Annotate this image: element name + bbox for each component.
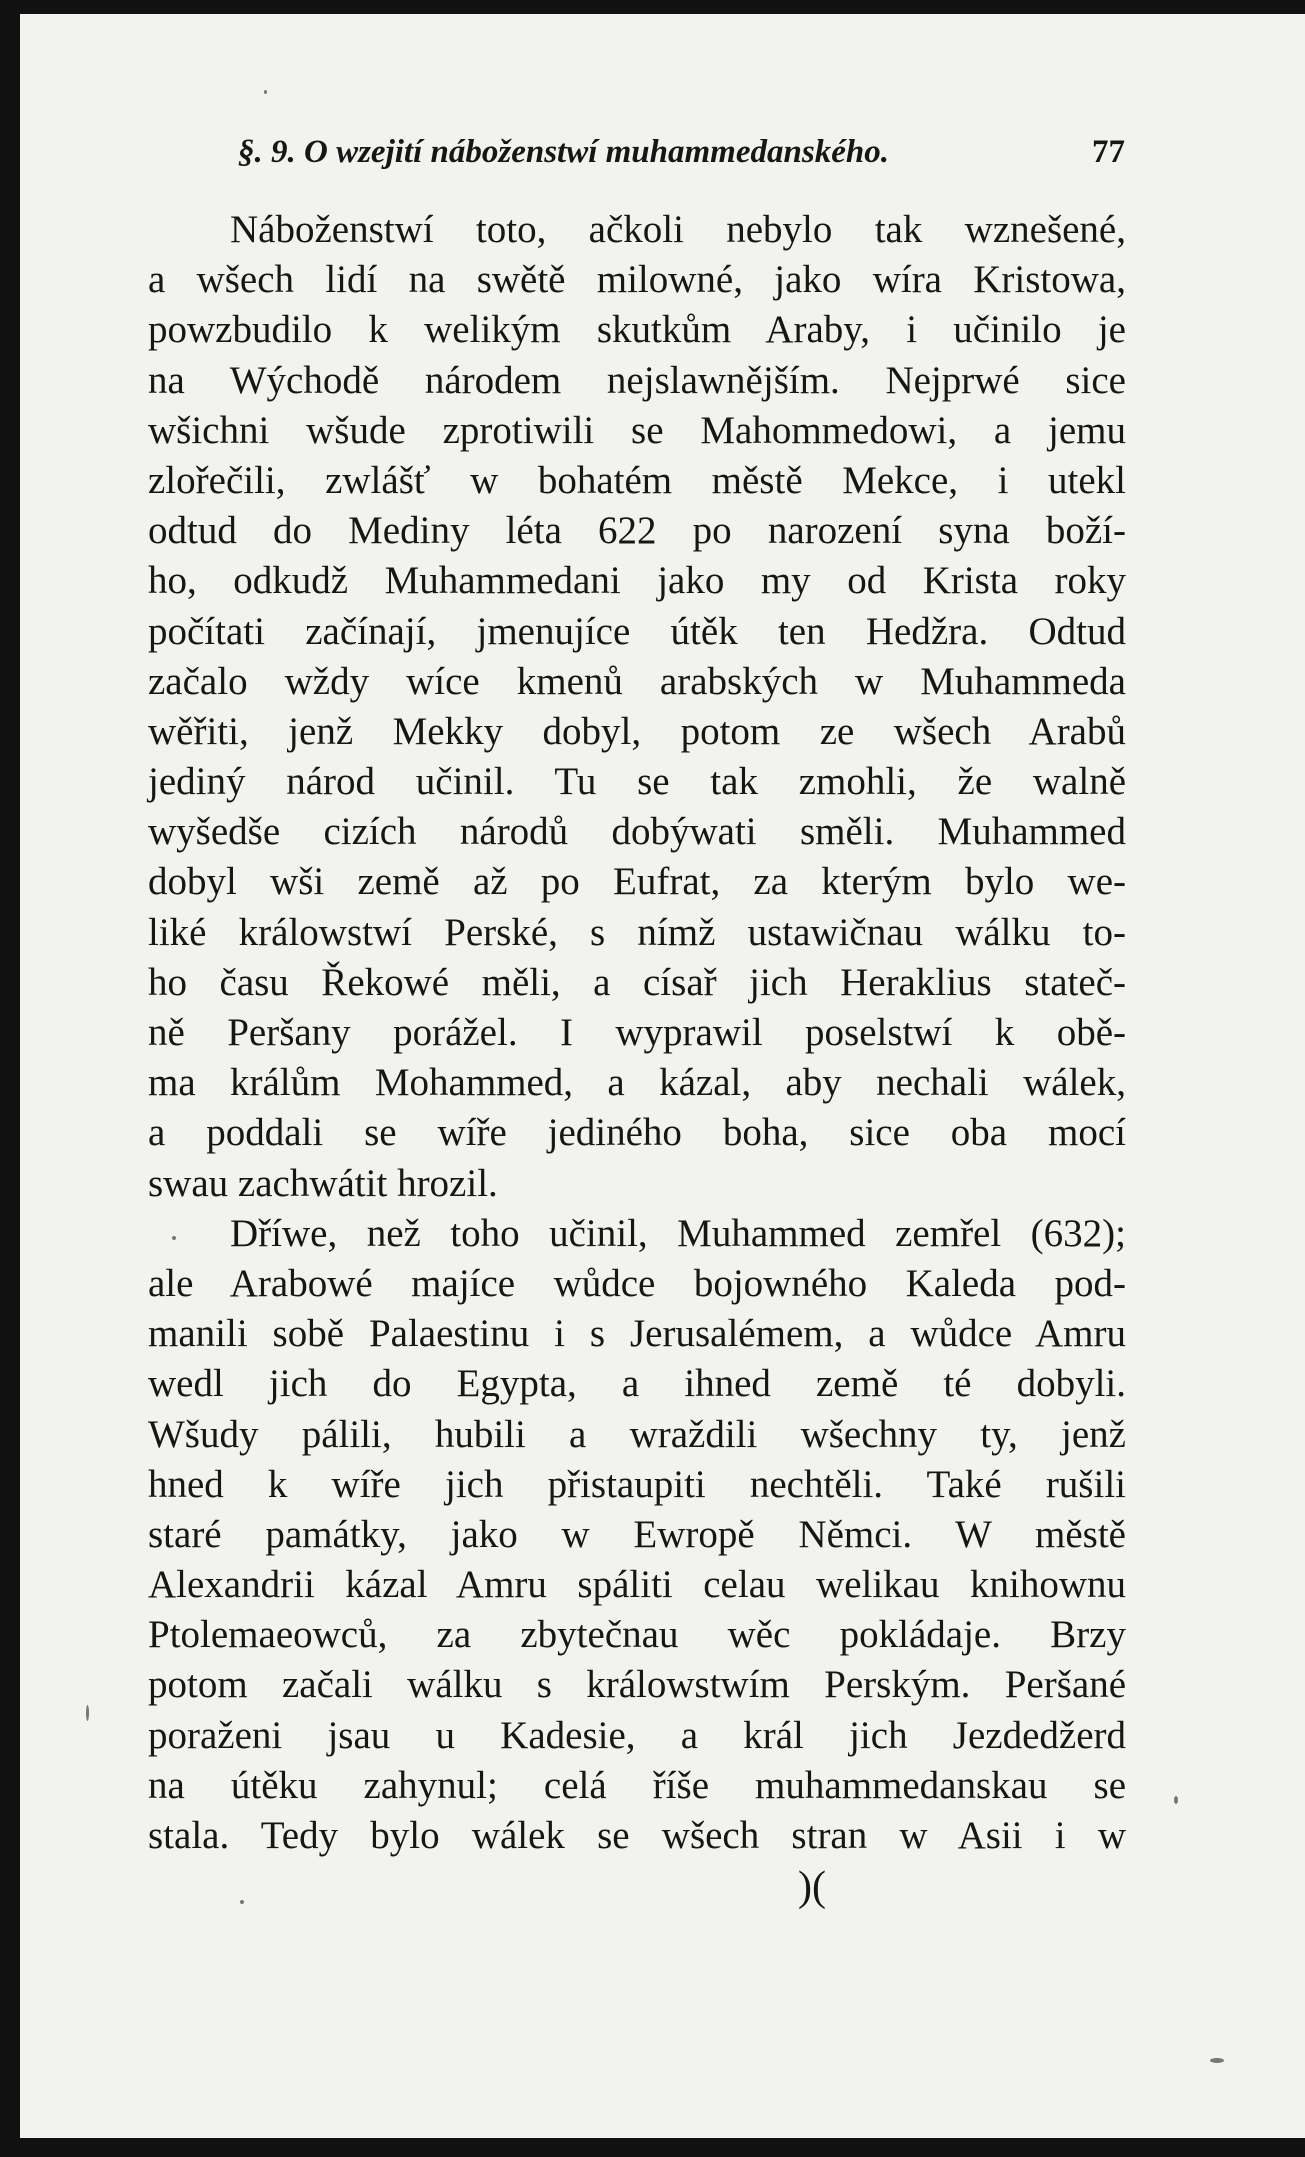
text-line: stala. Tedy bylo wálek se wšech stran w Asii i w xyxy=(148,1814,1126,1857)
scan-border-top xyxy=(0,0,1305,14)
text-line: ho, odkudž Muhammedani jako my od Krista roky xyxy=(148,559,1126,603)
text-line: wěřiti, jenž Mekky dobyl, potom ze wšech Arabů xyxy=(148,709,1126,753)
text-line: liké králowstwí Perské, s nímž ustawičnau wálku to- xyxy=(148,910,1126,954)
text-line: powzbudilo k welikým skutkům Araby, i učinilo je xyxy=(148,308,1126,352)
text-line: na útěku zahynul; celá říše muhammedanskau se xyxy=(148,1763,1126,1807)
body-text xyxy=(148,205,1126,1861)
text-line: Ptolemaeowců, za zbytečnau wěc pokládaje. Brzy xyxy=(148,1613,1126,1657)
signature-mark: )( xyxy=(798,1864,826,1910)
text-line: Alexandrii kázal Amru spáliti celau welikau knihownu xyxy=(148,1563,1126,1607)
text-line: a wšech lidí na swětě milowné, jako wíra Kristowa, xyxy=(148,258,1126,302)
text-line: hned k wíře jich přistaupiti nechtěli. Také rušili xyxy=(148,1462,1126,1506)
scan-speck xyxy=(86,1705,89,1721)
text-line: ale Arabowé majíce wůdce bojowného Kaleda pod- xyxy=(148,1261,1126,1305)
text-line: dobyl wši země až po Eufrat, za kterým bylo we- xyxy=(148,860,1126,904)
text-line: ně Peršany porážel. I wyprawil poselstwí k obě- xyxy=(148,1011,1126,1054)
page-number: 77 xyxy=(1092,134,1125,170)
text-line: zlořečili, zwlášť w bohatém městě Mekce, i utekl xyxy=(148,458,1126,502)
text-line: Náboženstwí toto, ačkoli nebylo tak wznešené, xyxy=(230,208,1126,251)
text-line: ma králům Mohammed, a kázal, aby nechali wálek, xyxy=(148,1061,1126,1105)
text-line: ho času Řekowé měli, a císař jich Heraklius stateč- xyxy=(148,960,1126,1004)
header-title: §. 9. O wzejití náboženstwí muhammedanského. xyxy=(238,134,889,170)
scan-speck xyxy=(240,1900,244,1904)
scan-border-bottom xyxy=(0,2138,1305,2157)
text-line: jediný národ učinil. Tu se tak zmohli, že walně xyxy=(148,760,1126,804)
scan-speck xyxy=(1174,1796,1178,1804)
running-header xyxy=(238,128,1125,176)
scan-speck xyxy=(1210,2058,1224,2063)
text-line: poraženi jsau u Kadesie, a král jich Jezdedžerd xyxy=(148,1713,1126,1757)
text-line: Wšudy pálili, hubili a wraždili wšechny ty, jenž xyxy=(148,1412,1126,1456)
text-line: wyšedše cizích národů dobýwati směli. Muhammed xyxy=(148,810,1126,854)
text-line: swau zachwátit hrozil. xyxy=(148,1161,498,1205)
text-line: Dříwe, než toho učinil, Muhammed zemřel (632); xyxy=(230,1211,1126,1255)
text-line: počítati začínají, jmenujíce útěk ten Hedžra. Odtud xyxy=(148,609,1126,653)
text-line: na Wýchodě národem nejslawnějším. Nejprwé sice xyxy=(148,358,1126,402)
text-line: staré památky, jako w Ewropě Němci. W městě xyxy=(148,1512,1126,1556)
text-line: začalo wždy wíce kmenů arabských w Muhammeda xyxy=(148,659,1126,703)
text-line: odtud do Mediny léta 622 po narození syna boží- xyxy=(148,509,1126,553)
text-line: manili sobě Palaestinu i s Jerusalémem, a wůdce Amru xyxy=(148,1312,1126,1356)
text-line: wedl jich do Egypta, a ihned země té dobyli. xyxy=(148,1362,1126,1406)
text-line: a poddali se wíře jediného boha, sice oba mocí xyxy=(148,1111,1126,1155)
text-line: potom začali wálku s králowstwím Perským. Peršané xyxy=(148,1663,1126,1707)
scan-speck xyxy=(172,1236,176,1240)
text-line: wšichni wšude zprotiwili se Mahommedowi, a jemu xyxy=(148,408,1126,452)
scan-speck xyxy=(264,90,267,94)
scan-border-left xyxy=(0,0,20,2157)
